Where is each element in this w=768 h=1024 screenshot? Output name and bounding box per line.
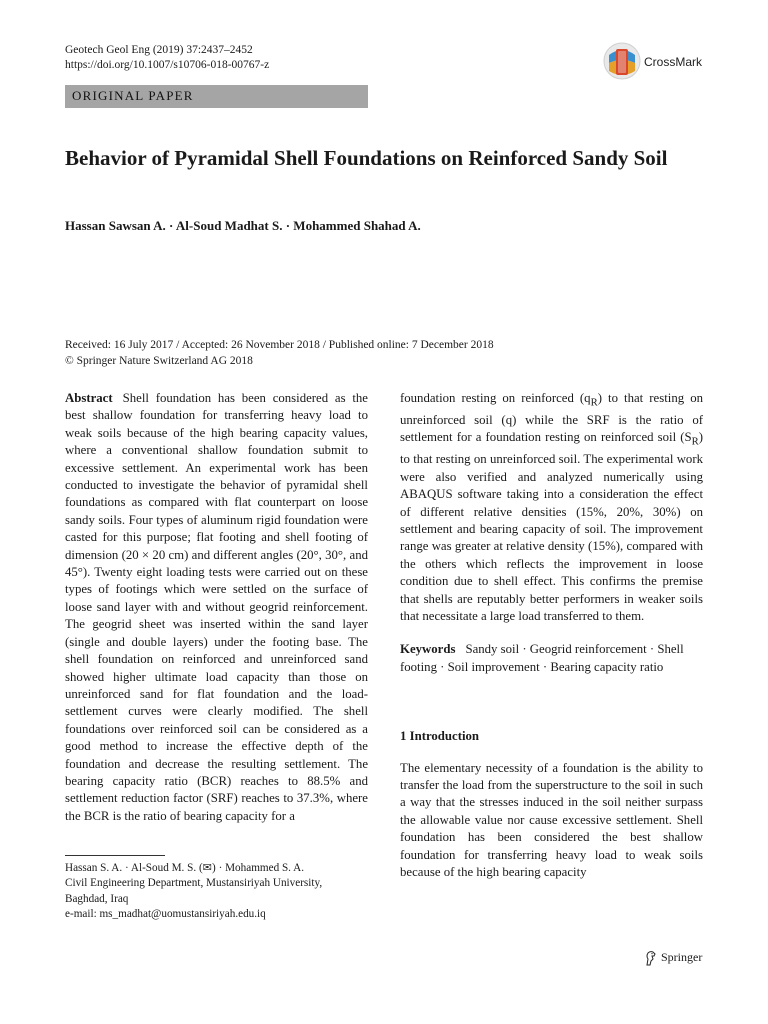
affiliation-authors: Hassan S. A. · Al-Soud M. S. (✉) · Mohammed S. A.	[65, 862, 305, 874]
abstract-label: Abstract	[65, 391, 113, 405]
abstract-continuation	[400, 390, 703, 625]
article-type-label: ORIGINAL PAPER	[72, 88, 194, 103]
author-list: Hassan Sawsan A. · Al-Soud Madhat S. · Mohammed Shahad A.	[65, 218, 421, 233]
keywords-text: Sandy soil · Geogrid reinforcement · Shell footing · Soil improvement · Bearing capacity ratio	[400, 642, 684, 674]
introduction-text: The elementary necessity of a foundation is the ability to transfer the load from the superstructure to the soil in such a way that the stresses induced in the soil neither surpass the allowable value nor cause excessive settlement. Shell foundation has been considered the best shallow foundation for transferring heavy load to weak soils because of the high bearing capacity	[400, 760, 703, 880]
abstract-column-left	[65, 390, 368, 825]
keywords-label: Keywords	[400, 642, 456, 657]
keywords-paragraph	[400, 641, 703, 676]
abstract-continued-1: foundation resting on reinforced (q	[400, 391, 591, 405]
abstract-continued-3: ) to that resting on unreinforced soil. The experimental work were also verified and analyzed numerically using ABAQUS software taking into a consideration the effect of different relative densities (15%, 20%, 30%) on settlement and bearing capacity of soil. The improvement range was greater at relative density (15%), compared with the others which reflects the improvement in loose condition due to shell effect. This confirms the premise that shells are reputably better performers in weaker soils that necessitate a large load transferred to them.	[400, 430, 703, 623]
journal-line: Geotech Geol Eng (2019) 37:2437–2452	[65, 44, 253, 56]
journal-citation	[65, 43, 269, 73]
subscript-r: R	[590, 397, 598, 409]
footnote-divider	[65, 855, 165, 856]
publisher-name: Springer	[661, 950, 703, 964]
abstract-text: Shell foundation has been considered as the best shallow foundation for transferring heavy load to weak soils because of the high bearing capacity values, where a conventional shallow foundation submit to excessive settlement. An experimental work has been conducted to investigate the behavior of pyramidal shell foundations as compared with flat counterpart on loose sandy soils. Four types of aluminum rigid foundation were casted for this purpose; flat footing and shell footing of dimension (20 × 20 cm) and different angles (20°, 30°, and 45°). Twenty eight loading tests were carried out on these types of footings which were settled on the surface of loose sand layer with and without geogrid reinforcement. The geogrid sheet was inserted within the sand layer (single and double layers) under the footing base. The shell foundation on reinforced and unreinforced sand showed higher ultimate load capacity than those on unreinforced sand for flat foundation and the load-settlement curves were clearly modified. The shell foundations over reinforced soil can be considered as a good method to increase the effective depth of the foundation and decrease the resulting settlement. The bearing capacity ratio (BCR) reaches to 88.5% and settlement reduction factor (SRF) reaches to 37.3%, where the BCR is the ratio of bearing capacity for a	[65, 391, 368, 823]
crossmark-icon	[603, 41, 641, 81]
subscript-r: R	[691, 436, 699, 448]
affiliation-email[interactable]: e-mail: ms_madhat@uomustansiriyah.edu.iq	[65, 908, 266, 921]
copyright: © Springer Nature Switzerland AG 2018	[65, 355, 253, 367]
article-type-badge	[65, 85, 368, 108]
history-dates: Received: 16 July 2017 / Accepted: 26 November 2018 / Published online: 7 December 2018	[65, 339, 494, 351]
abstract-paragraph	[65, 390, 368, 825]
doi-link[interactable]: https://doi.org/10.1007/s10706-018-00767-z	[65, 59, 270, 71]
crossmark-badge[interactable]	[603, 41, 713, 83]
abstract-column-right	[400, 390, 703, 881]
publication-dates	[65, 337, 494, 369]
section-heading-introduction: 1 Introduction	[400, 729, 480, 744]
paper-title: Behavior of Pyramidal Shell Foundations on Reinforced Sandy Soil	[65, 146, 668, 170]
author-affiliation	[65, 861, 322, 923]
abstract-continued-2: ) to that resting on unreinforced soil (q) while the SRF is the ratio of settlement for a foundation resting on reinforced soil (S	[400, 391, 703, 445]
springer-horse-icon	[644, 950, 658, 966]
crossmark-label: CrossMark	[644, 55, 703, 69]
affiliation-department: Civil Engineering Department, Mustansiriyah University,	[65, 877, 323, 890]
affiliation-location: Baghdad, Iraq	[65, 892, 129, 905]
